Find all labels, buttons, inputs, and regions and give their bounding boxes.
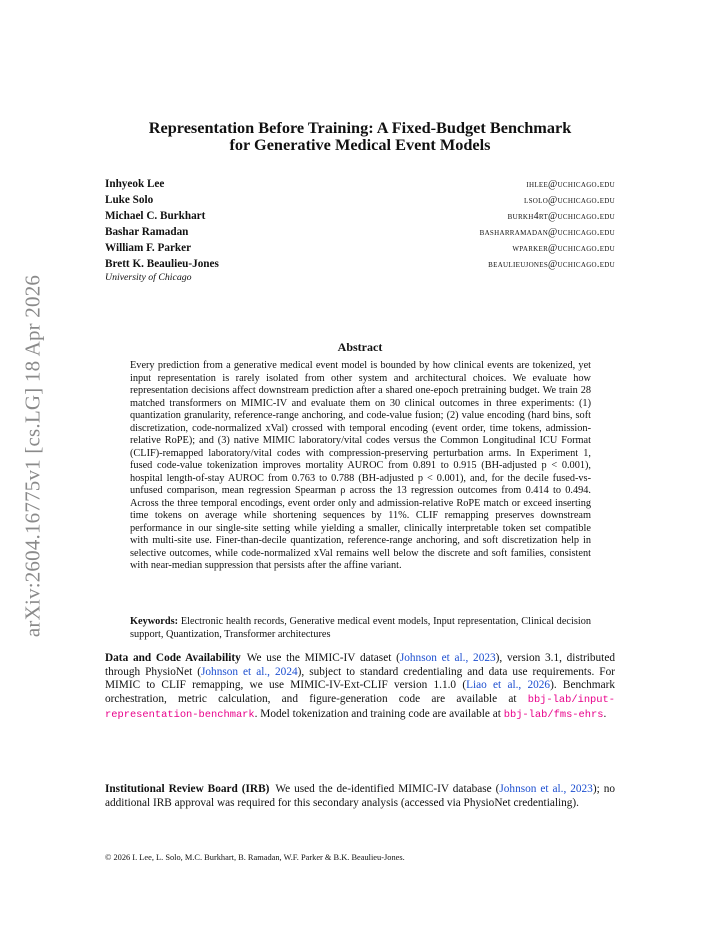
keywords xyxy=(130,616,591,641)
author-email[interactable]: wparker@uchicago.edu xyxy=(512,242,615,254)
author-name: Bashar Ramadan xyxy=(105,226,189,238)
author-row xyxy=(105,224,615,240)
keywords-text: Electronic health records, Generative medical event models, Input representation, Clinical decision support, Quantization, Transformer architectures xyxy=(130,616,591,640)
author-email[interactable]: ihlee@uchicago.edu xyxy=(526,178,615,190)
section-heading: Data and Code Availability xyxy=(105,652,241,664)
section-heading: Institutional Review Board (IRB) xyxy=(105,783,270,795)
keywords-label: Keywords: xyxy=(130,616,179,627)
author-row xyxy=(105,256,615,272)
author-email[interactable]: burkh4rt@uchicago.edu xyxy=(507,210,615,222)
author-row xyxy=(105,208,615,224)
citation-link[interactable]: Liao et al., 2026 xyxy=(466,679,551,692)
data-availability-section xyxy=(105,652,615,723)
irb-section xyxy=(105,783,615,810)
title-line-2: for Generative Medical Event Models xyxy=(229,135,491,154)
title-line-1: Representation Before Training: A Fixed-Budget Benchmark xyxy=(148,118,572,137)
author-email[interactable]: lsolo@uchicago.edu xyxy=(524,194,615,206)
paper-title xyxy=(105,119,615,153)
abstract-body: Every prediction from a generative medical event model is bounded by how clinical events are tokenized, yet input representation is rarely isolated from other system and architectural choices. We evaluate how representation decisions affect downstream prediction after a shared one-epoch pretraining budget. We train 28 matched transformers on MIMIC-IV and evaluate them on 30 clinical outcomes in three experiments: (1) quantization granularity, reference-range anchoring, and code-value fusion; (2) value encoding (hard bins, soft discretization, code-normalized xVal) crossed with temporal encoding (event order, time tokens, admission-relative RoPE); and (3) native MIMIC laboratory/vital codes versus the Common Longitudinal ICU Format (CLIF)-remapped laboratory/vital codes with compression-preserving perturbation arms. In Experiment 1, fused code-value tokenization improves mortality AUROC from 0.891 to 0.915 (BH-adjusted p < 0.001), hospital length-of-stay AUROC from 0.763 to 0.788 (BH-adjusted p < 0.001), and, for the decile fused-vs-unfused comparison, mean regression Spearman ρ across the 13 regression outcomes from 0.414 to 0.494. Across the three temporal encodings, event order only and admission-relative RoPE match or exceed inserting time tokens on average while shortening sequences by 11%. CLIF remapping preserves downstream performance in our single-site setting while yielding a smaller, clinically interpretable token set compatible with multi-site use. Finer-than-decile quantization, reference-range anchoring, and soft discretization help in selective outcomes, while code-normalized xVal remains well below the discrete and soft families, consistent with near-median suppression that persists after the affine variant. xyxy=(130,360,591,571)
section-text: ); no additional IRB approval was required for this secondary analysis (accessed via PhysioNet credentialing). xyxy=(105,783,615,809)
author-row xyxy=(105,240,615,256)
section-text: ), subject to standard credentialing and data use requirements. For MIMIC to CLIF remapping, we use MIMIC-IV-Ext-CLIF version 1.1.0 ( xyxy=(105,665,615,692)
author-name: William F. Parker xyxy=(105,242,192,254)
author-email[interactable]: beaulieujones@uchicago.edu xyxy=(488,258,615,270)
arxiv-stamp-text: arXiv:2604.16775v1 [cs.LG] 18 Apr 2026 xyxy=(20,274,45,638)
author-name: Inhyeok Lee xyxy=(105,178,165,190)
citation-link[interactable]: Johnson et al., 2023 xyxy=(499,783,593,795)
section-text: . xyxy=(603,707,607,720)
citation-link[interactable]: Johnson et al., 2023 xyxy=(399,652,496,664)
section-text: We used the de-identified MIMIC-IV database ( xyxy=(275,783,500,795)
abstract-heading: Abstract xyxy=(337,340,383,354)
repo-link-benchmark[interactable]: bbj-lab/input-representation-benchmark xyxy=(105,694,615,721)
author-block xyxy=(105,176,615,283)
section-text: We use the MIMIC-IV dataset ( xyxy=(246,652,400,664)
arxiv-stamp xyxy=(18,266,48,646)
author-row xyxy=(105,192,615,208)
author-name: Luke Solo xyxy=(105,194,154,206)
section-text: ), version 3.1, distributed through PhysioNet ( xyxy=(105,652,615,678)
author-name: Michael C. Burkhart xyxy=(105,210,206,222)
author-row xyxy=(105,176,615,192)
section-text: . Model tokenization and training code are available at xyxy=(254,707,504,720)
author-email[interactable]: basharramadan@uchicago.edu xyxy=(479,226,615,238)
section-text: ). Benchmark orchestration, metric calculation, and figure-generation code are available at xyxy=(105,679,615,706)
citation-link[interactable]: Johnson et al., 2024 xyxy=(201,665,298,678)
author-name: Brett K. Beaulieu-Jones xyxy=(105,258,219,270)
repo-link-fms-ehrs[interactable]: bbj-lab/fms-ehrs xyxy=(503,708,604,721)
copyright-notice: © 2026 I. Lee, L. Solo, M.C. Burkhart, B. Ramadan, W.F. Parker & B.K. Beaulieu-Jones. xyxy=(105,853,405,862)
affiliation: University of Chicago xyxy=(105,272,192,283)
